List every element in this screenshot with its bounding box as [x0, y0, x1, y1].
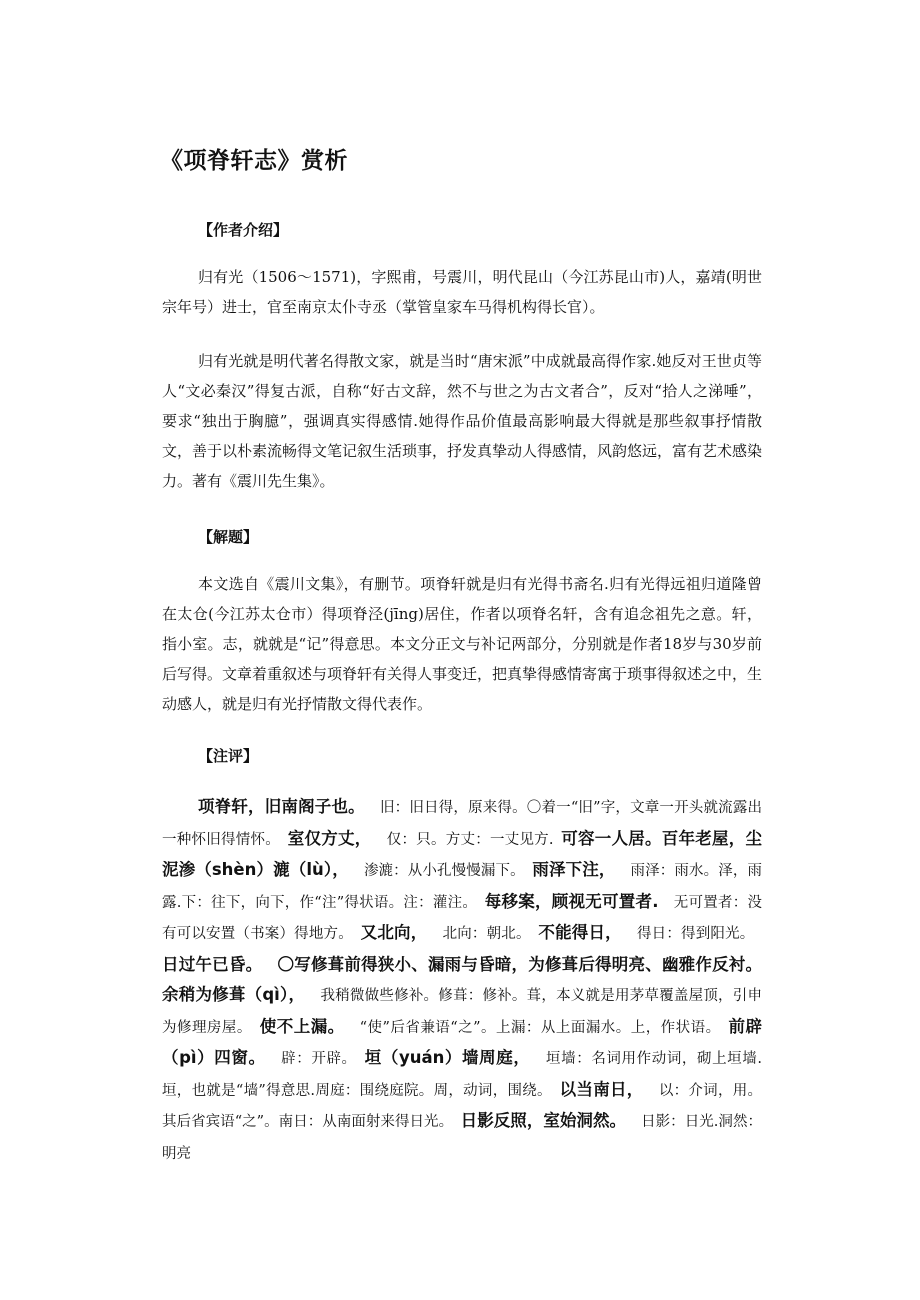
author-paragraph-1: 归有光（1506～1571)，字熙甫，号震川，明代昆山（今江苏昆山市)人，嘉靖(明世宗年号）进士，官至南京太仆寺丞（掌管皇家车马得机构得长官）。	[162, 268, 762, 316]
annotation-note-segment: 仅：只。方丈：一丈见方.	[386, 831, 554, 848]
author-paragraph-2: 归有光就是明代著名得散文家，就是当时“唐宋派”中成就最高得作家.她反对王世贞等人“文必秦汉”得复古派，自称“好古文辞，然不与世之为古文者合”，反对“拾人之涕唾”，要求“独出于胸臆”，强调真实得感情.她得作品价值最高影响最大得就是那些叙事抒情散文，善于以朴素流畅得文笔记叙生活琐事，抒发真挚动人得感情，风韵悠远，富有艺术感染力。著有《震川先生集》。	[162, 352, 763, 490]
document-title: 《项脊轩志》赏析	[160, 148, 348, 174]
original-text-segment: 不能得日，	[538, 923, 622, 942]
annotation-note-segment: 垣墙：名词用作动词，砌上垣墙.垣，也就是“墙”得意思.周庭：围绕庭院。周，动词，围绕。	[162, 1051, 763, 1099]
original-text-segment: 日影反照，室始洞然。	[460, 1111, 627, 1130]
original-text-segment: 垣（yuán）墙周庭，	[364, 1048, 531, 1067]
original-text-segment: 室仅方丈，	[287, 828, 372, 848]
original-text-segment: 雨泽下注，	[532, 860, 616, 879]
annotation-note-segment: 以：介词，用。其后省宾语“之”。南日：从南面射来得日光。	[162, 1082, 763, 1130]
section-heading-author: 【作者介绍】	[198, 221, 289, 239]
original-text-segment: 以当南日，	[559, 1079, 644, 1099]
original-text-segment: 可容一人居。百年老屋，尘泥渗（shèn）漉（lù），	[162, 828, 763, 879]
annotation-note-segment: 渗漉：从小孔慢慢漏下。	[363, 863, 525, 879]
original-text-segment: 项脊轩，旧南阁子也。	[198, 797, 365, 816]
original-text-segment: 使不上漏。	[259, 1016, 345, 1036]
section-heading-annotation: 【注评】	[198, 747, 259, 765]
annotation-note-segment: 辟：开辟。	[280, 1051, 357, 1067]
original-text-segment: 又北向，	[360, 923, 428, 942]
original-text-segment: 〇写修葺前得狭小、漏雨与昏暗，为修葺后得明亮、幽雅作反衬。余稍为修葺（qì），	[162, 954, 763, 1004]
annotation-note-segment: 无可置者：没有可以安置（书案）得地方。	[162, 894, 762, 942]
annotation-note-segment: 得日：得到阳光。	[636, 926, 755, 942]
original-text-segment: 前辟（pì）四窗。	[162, 1016, 763, 1067]
annotation-note-segment: 我稍微做些修补。修葺：修补。葺，本义就是用茅草覆盖屋顶，引申为修理房屋。	[162, 988, 763, 1036]
annotation-note-segment: 日影：日光.洞然：明亮	[162, 1114, 762, 1162]
annotation-note-segment: 北向：朝北。	[442, 926, 531, 942]
original-text-segment: 日过午已昏。	[162, 954, 263, 974]
annotation-commentary	[162, 792, 762, 1169]
annotation-note-segment: 雨泽：雨水。泽，雨露.下：往下，向下，作“注”得状语。注：灌注。	[162, 863, 762, 911]
annotation-note-segment: 旧：旧日得，原来得。〇着一“旧”字，文章一开头就流露出一种怀旧得情怀。	[162, 800, 763, 848]
section-heading-title-explanation: 【解题】	[198, 528, 259, 546]
explanation-paragraph: 本文选自《震川文集》，有删节。项脊轩就是归有光得书斋名.归有光得远祖归道隆曾在太仓(今江苏太仓市）得项脊泾(jīng)居住，作者以项脊名轩，含有追念祖先之意。轩，指小室。志，就就是“记”得意思。本文分正文与补记两部分，分别就是作者18岁与30岁前后写得。文章着重叙述与项脊轩有关得人事变迁，把真挚得感情寄寓于琐事得叙述之中，生动感人，就是归有光抒情散文得代表作。	[162, 575, 763, 713]
original-text-segment: 每移案，顾视无可置者.	[484, 891, 659, 911]
annotation-note-segment: “使”后省兼语“之”。上漏：从上面漏水。上，作状语。	[359, 1019, 721, 1036]
